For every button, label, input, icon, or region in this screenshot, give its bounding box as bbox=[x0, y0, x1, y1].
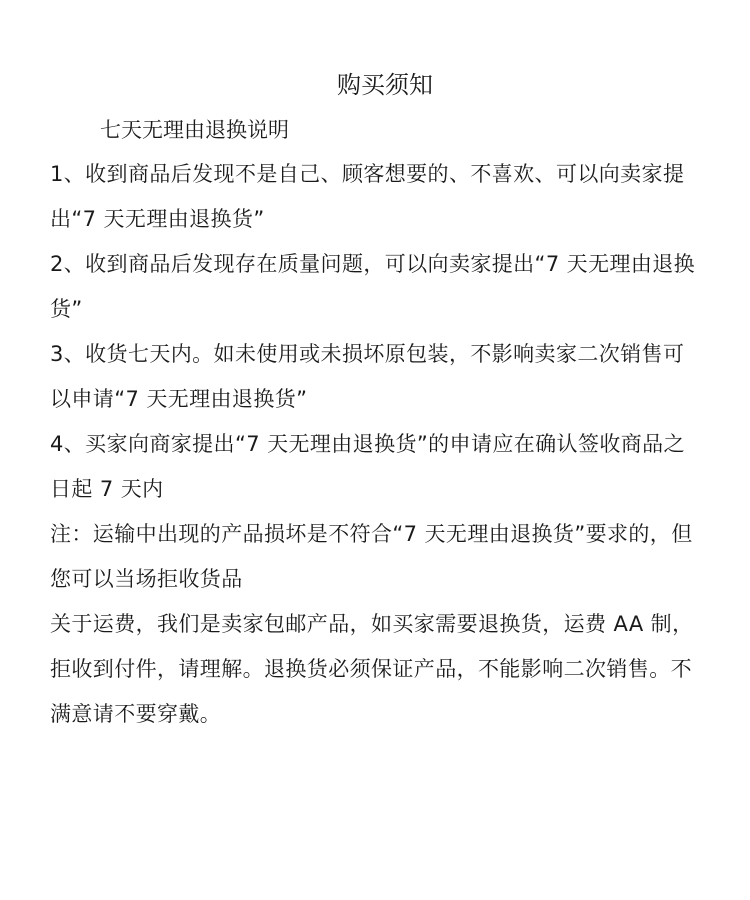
rule-item-2: 2、收到商品后发现存在质量问题，可以向卖家提出“7 天无理由退换货” bbox=[50, 252, 696, 321]
rule-item-4: 4、买家向商家提出“7 天无理由退换货”的申请应在确认签收商品之日起 7 天内 bbox=[50, 432, 685, 501]
shipping-paragraph: 关于运费，我们是卖家包邮产品，如买家需要退换货，运费 AA 制，拒收到付件，请理解。退换货必须保证产品，不能影响二次销售。不满意请不要穿戴。 bbox=[50, 612, 694, 726]
note-paragraph: 注：运输中出现的产品损坏是不符合“7 天无理由退换货”要求的，但您可以当场拒收货品 bbox=[50, 522, 693, 591]
section-subtitle: 七天无理由退换说明 bbox=[100, 118, 289, 142]
page-title: 购买须知 bbox=[337, 71, 433, 99]
rule-item-3: 3、收货七天内。如未使用或未损坏原包装，不影响卖家二次销售可以申请“7 天无理由退换货” bbox=[50, 342, 685, 411]
rule-item-1: 1、收到商品后发现不是自己、顾客想要的、不喜欢、可以向卖家提出“7 天无理由退换货” bbox=[50, 162, 685, 231]
purchase-notice bbox=[50, 62, 700, 737]
